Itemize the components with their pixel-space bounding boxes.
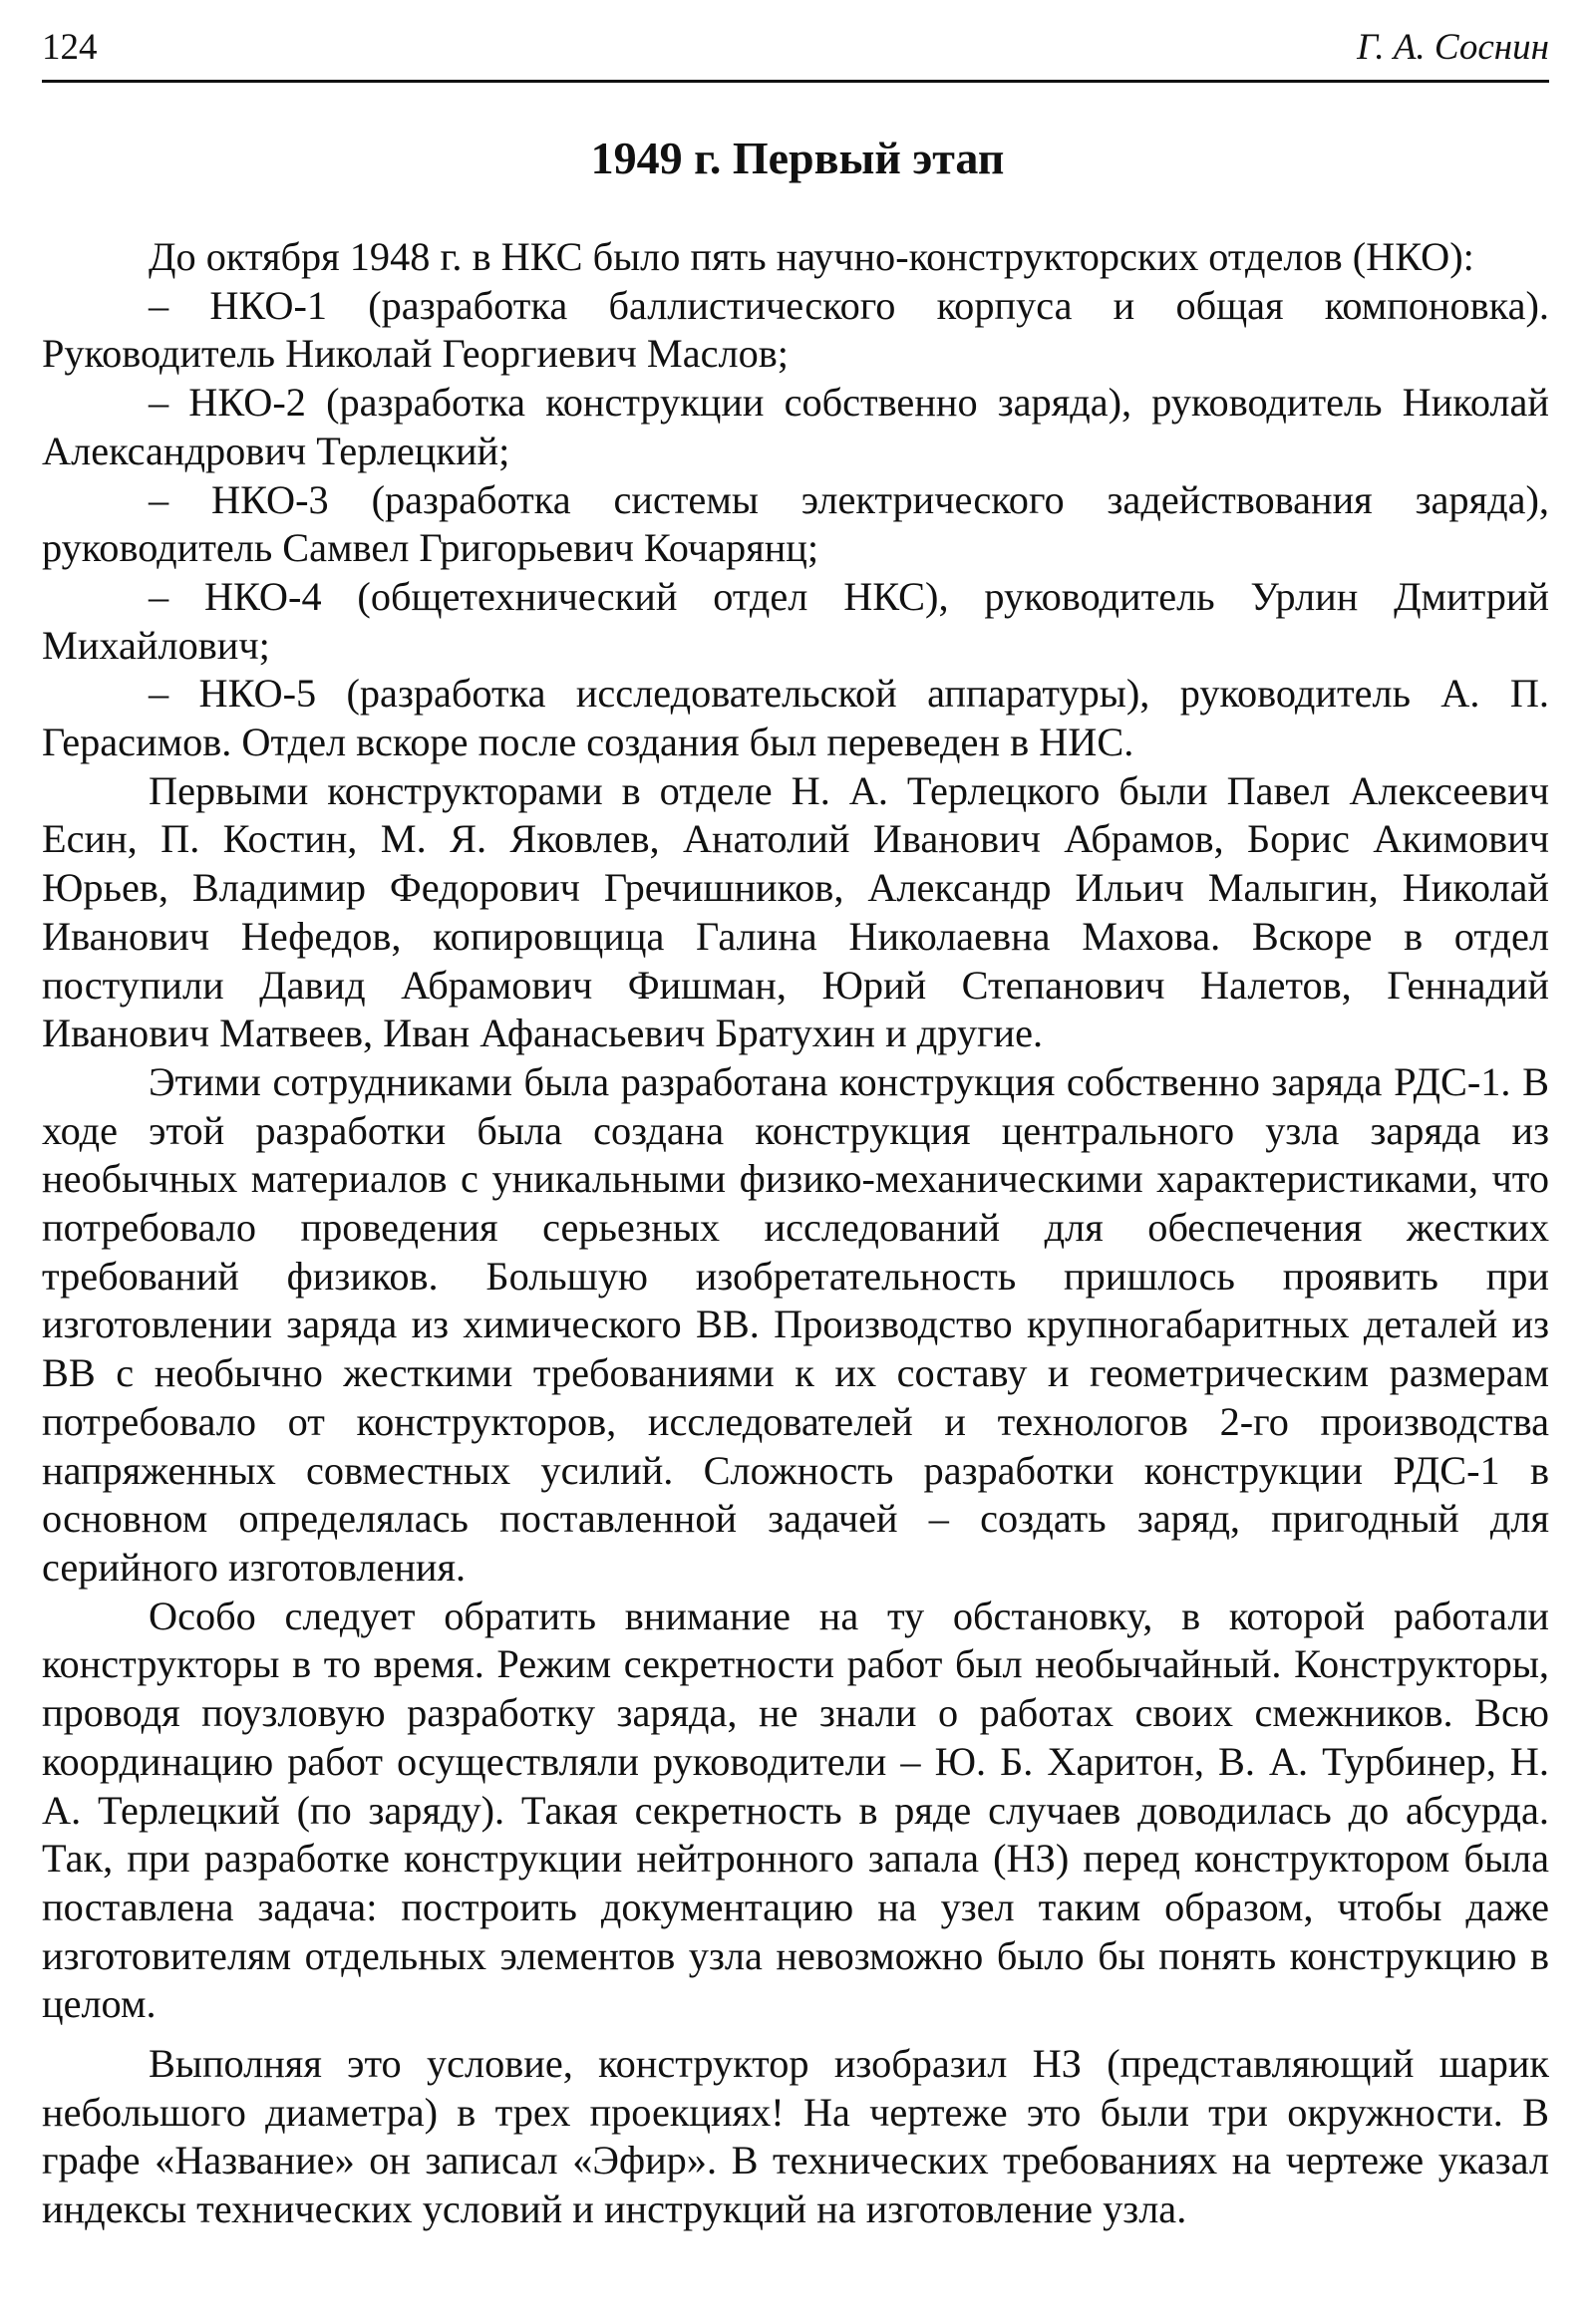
- list-item-nko-2: – НКО-2 (разработка конструкции собственно заряда), руководитель Николай Александрович Терлецкий;: [42, 380, 1549, 473]
- page-header: [42, 24, 1549, 83]
- body-text: [42, 233, 1549, 2234]
- list-item-nko-1: – НКО-1 (разработка баллистического корпуса и общая компоновка). Руководитель Николай Георгиевич Маслов;: [42, 282, 1549, 377]
- list-item-nko-3: – НКО-3 (разработка системы электрического задействования заряда), руководитель Самвел Григорьевич Кочарянц;: [42, 476, 1549, 571]
- list-item-nko-4: – НКО-4 (общетехнический отдел НКС), руководитель Урлин Дмитрий Михайлович;: [42, 573, 1549, 668]
- paragraph-intro: До октября 1948 г. в НКС было пять научно-конструкторских отделов (НКО):: [149, 234, 1474, 279]
- paragraph-secrecy: Особо следует обратить внимание на ту обстановку, в которой работали конструкторы в то время. Режим секретности работ был необычайный. Конструкторы, проводя поузловую разработку заряда, не знали о работах своих смежников. Всю координацию работ осуществляли руководители – Ю. Б. Харитон, В. А. Турбинер, Н. А. Терлецкий (по заряду). Такая секретность в ряде случаев доводилась до абсурда. Так, при разработке конструкции нейтронного запала (НЗ) перед конструктором была поставлена задача: построить документацию на узел таким образом, чтобы даже изготовителям отдельных элементов узла невозможно было бы понять конструкцию в целом.: [42, 1593, 1549, 2027]
- paragraph-rds1-design: Этими сотрудниками была разработана конструкция собственно заряда РДС-1. В ходе этой разработки была создана конструкция центрального узла заряда из необычных материалов с уникальными физико-механическими характеристиками, что потребовало проведения серьезных исследований для обеспечения жестких требований физиков. Большую изобретательность пришлось проявить при изготовлении заряда из химического ВВ. Производство крупногабаритных деталей из ВВ с необычно жесткими требованиями к их составу и геометрическим размерам потребовало от конструкторов, исследователей и технологов 2-го производства напряженных совместных усилий. Сложность разработки конструкции РДС-1 в основном определялась поставленной задачей – создать заряд, пригодный для серийного изготовления.: [42, 1058, 1549, 1590]
- section-title: 1949 г. Первый этап: [590, 133, 1005, 183]
- running-head: Г. А. Соснин: [1357, 27, 1549, 68]
- page-number: 124: [42, 27, 98, 68]
- paragraph-first-designers: Первыми конструкторами в отделе Н. А. Терлецкого были Павел Алексеевич Есин, П. Костин, М. Я. Яковлев, Анатолий Иванович Абрамов, Борис Акимович Юрьев, Владимир Федорович Гречишников, Александр Ильич Малыгин, Николай Иванович Нефедов, копировщица Галина Николаевна Махова. Вскоре в отдел поступили Давид Абрамович Фишман, Юрий Степанович Налетов, Геннадий Иванович Матвеев, Иван Афанасьевич Братухин и другие.: [42, 767, 1549, 1056]
- list-item-nko-5: – НКО-5 (разработка исследовательской аппаратуры), руководитель А. П. Герасимов. Отдел вскоре после создания был переведен в НИС.: [42, 671, 1549, 765]
- paragraph-ether-drawing: Выполняя это условие, конструктор изобразил НЗ (представляющий шарик небольшого диаметра) в трех проекциях! На чертеже это были три окружности. В графе «Название» он записал «Эфир». В технических требованиях на чертеже указал индексы технических условий и инструкций на изготовление узла.: [42, 2041, 1549, 2232]
